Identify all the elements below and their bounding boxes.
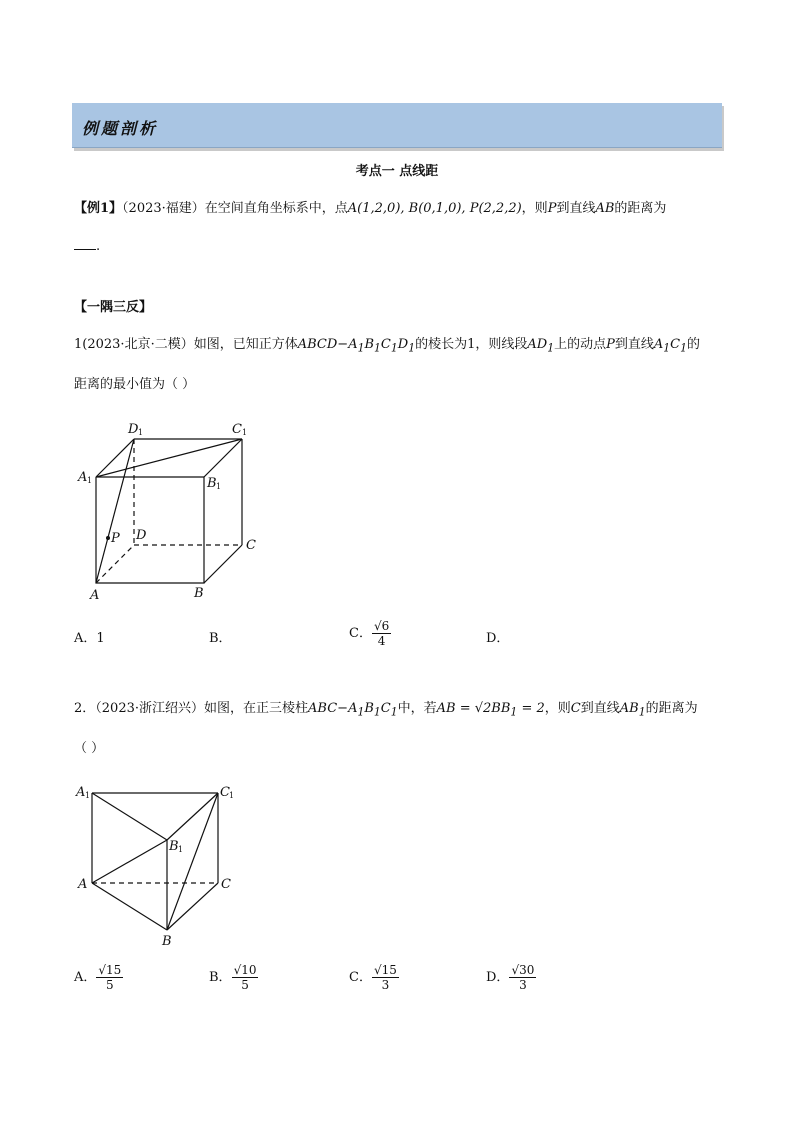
point-C: C: [570, 701, 581, 716]
cube-figure: [70, 415, 270, 605]
fraction-den: 3: [519, 978, 527, 992]
q1-text: 的棱长为: [415, 337, 468, 352]
example1-text: 的距离为: [614, 201, 667, 216]
example1-source: （2023·福建）: [122, 201, 205, 216]
q2-option-D[interactable]: [486, 963, 536, 992]
q2-source: （2023·浙江绍兴）: [95, 701, 204, 716]
q2-text: ，则: [544, 701, 571, 716]
q2-option-A[interactable]: [74, 963, 123, 992]
label-C: C: [221, 877, 231, 892]
prism-figure: [70, 778, 250, 948]
q1-option-C[interactable]: [349, 619, 391, 648]
option-label: D．: [486, 631, 510, 646]
fraction-num: √15: [373, 963, 397, 977]
fraction: [509, 963, 536, 992]
label-A1: A: [76, 785, 86, 800]
fraction-num: √30: [511, 963, 535, 977]
q2-option-B[interactable]: [209, 963, 258, 992]
svg-text:1: 1: [138, 428, 144, 437]
segment-AD: AD: [527, 337, 548, 352]
equation-lhs: AB = √2BB: [436, 701, 511, 716]
q1-text: ，则线段: [475, 337, 528, 352]
line-AB: AB: [619, 701, 639, 716]
q2-line: [74, 700, 698, 722]
prism-top-A: A: [348, 701, 358, 716]
option-label: D．: [486, 970, 510, 985]
option-value: 1: [96, 631, 105, 646]
point-P: P: [606, 337, 615, 352]
segment-BC1: [167, 793, 218, 930]
cube-top-A: A: [348, 337, 358, 352]
hidden-edge: [96, 545, 134, 583]
q1-number: 1: [74, 337, 83, 352]
label-A: A: [78, 877, 88, 892]
q1-source: (2023·北京·二模）: [82, 337, 194, 352]
q1-line2: 距离的最小值为（ ）: [74, 377, 196, 392]
q1-text: 上的动点: [554, 337, 607, 352]
cube-edge: [204, 545, 242, 583]
q1-option-A[interactable]: [74, 627, 105, 646]
option-label: A．: [74, 970, 97, 985]
q2-option-C[interactable]: [349, 963, 399, 992]
banner-title: 例题剖析: [82, 119, 159, 138]
option-label: C．: [349, 626, 372, 641]
example1-tag: 【例1】: [74, 201, 123, 216]
label-B1: B: [207, 476, 217, 491]
example1-text: 在空间直角坐标系中，点: [204, 201, 348, 216]
label-B: B: [162, 934, 172, 948]
example1-text: 到直线: [556, 201, 596, 216]
fraction-den: 5: [106, 978, 114, 992]
label-A1: A: [78, 470, 88, 485]
label-B1: B: [169, 839, 179, 854]
answer-blank: .: [74, 238, 100, 256]
q2-text: 中，若: [397, 701, 437, 716]
q2-text: 如图，在正三棱柱: [204, 701, 309, 716]
cube-edge: [96, 439, 134, 477]
q1-line: [74, 336, 700, 358]
fraction: [372, 963, 399, 992]
line-A: A: [653, 337, 664, 352]
equation: AB = $√2BB_1 = 2$: [436, 701, 545, 719]
practice-title: 【一隅三反】: [74, 300, 153, 315]
prism-edge: [167, 883, 218, 930]
label-C1: C: [232, 422, 242, 437]
svg-text:1: 1: [85, 791, 91, 800]
cube-name: ABCD: [297, 337, 338, 352]
diagonal-A1C1: [96, 439, 242, 477]
q1-edge: 1: [467, 337, 476, 352]
q2-number: 2．: [74, 701, 96, 716]
option-label: C．: [349, 970, 372, 985]
q1-text: 如图，已知正方体: [193, 337, 298, 352]
point-P: P: [547, 201, 557, 216]
svg-text:1: 1: [216, 482, 222, 491]
q1-option-B[interactable]: [209, 627, 232, 646]
q1-text: 到直线: [614, 337, 654, 352]
fraction-den: 4: [377, 634, 386, 648]
label-A: A: [90, 588, 100, 603]
prism-top-name: $A_1B_1C_1$: [348, 701, 398, 719]
section-banner: [72, 103, 722, 148]
q2-text: 的距离为: [645, 701, 698, 716]
label-B: B: [194, 586, 204, 601]
fraction-den: 5: [241, 978, 249, 992]
fraction: [96, 963, 123, 992]
option-label: B．: [209, 970, 232, 985]
option-label: B．: [209, 631, 232, 646]
cube-edge: [204, 439, 242, 477]
fraction-num: √15: [98, 963, 122, 977]
label-D1: D: [128, 422, 139, 437]
fraction-num: √10: [233, 963, 257, 977]
example1-line: [74, 200, 666, 218]
segment-AD1-line: [96, 439, 134, 583]
label-P: P: [111, 531, 120, 546]
svg-text:1: 1: [87, 476, 93, 485]
svg-text:1: 1: [229, 791, 235, 800]
prism-edge: [92, 793, 167, 840]
label-C1: C: [220, 785, 230, 800]
segment-AD1: $AD_1$: [527, 337, 555, 355]
prism-edge: [167, 793, 218, 840]
example1-text: ，则: [521, 201, 548, 216]
equation-rhs: = 2: [517, 701, 545, 716]
cube-top-name: $A_1B_1C_1D_1$: [348, 337, 416, 355]
q2-text: 到直线: [580, 701, 620, 716]
section-title: 考点一 点线距: [355, 164, 439, 179]
q1-option-D[interactable]: [486, 627, 509, 646]
point-P-dot: [106, 536, 110, 540]
q2-dash: −: [337, 701, 349, 716]
prism-name: ABC: [308, 701, 338, 716]
fraction: [372, 619, 391, 648]
fraction-num: √6: [373, 619, 390, 633]
option-label: A．: [74, 631, 97, 646]
label-C: C: [246, 538, 256, 553]
label-D: D: [136, 528, 147, 543]
segment-AB1: [92, 840, 167, 883]
svg-text:1: 1: [178, 845, 184, 854]
fraction: [232, 963, 259, 992]
fraction-den: 3: [381, 978, 390, 992]
q1-text: 的: [687, 337, 701, 352]
svg-text:1: 1: [242, 428, 248, 437]
line-A1C1: $A_1C_1$: [653, 337, 688, 355]
q1-dash: −: [337, 337, 349, 352]
line-AB1: $AB_1$: [619, 701, 646, 719]
example1-points: A(1,2,0), B(0,1,0), P(2,2,2): [347, 201, 522, 216]
q2-paren: （ ）: [74, 741, 105, 756]
line-AB: AB: [595, 201, 615, 216]
prism-edge: [92, 883, 167, 930]
